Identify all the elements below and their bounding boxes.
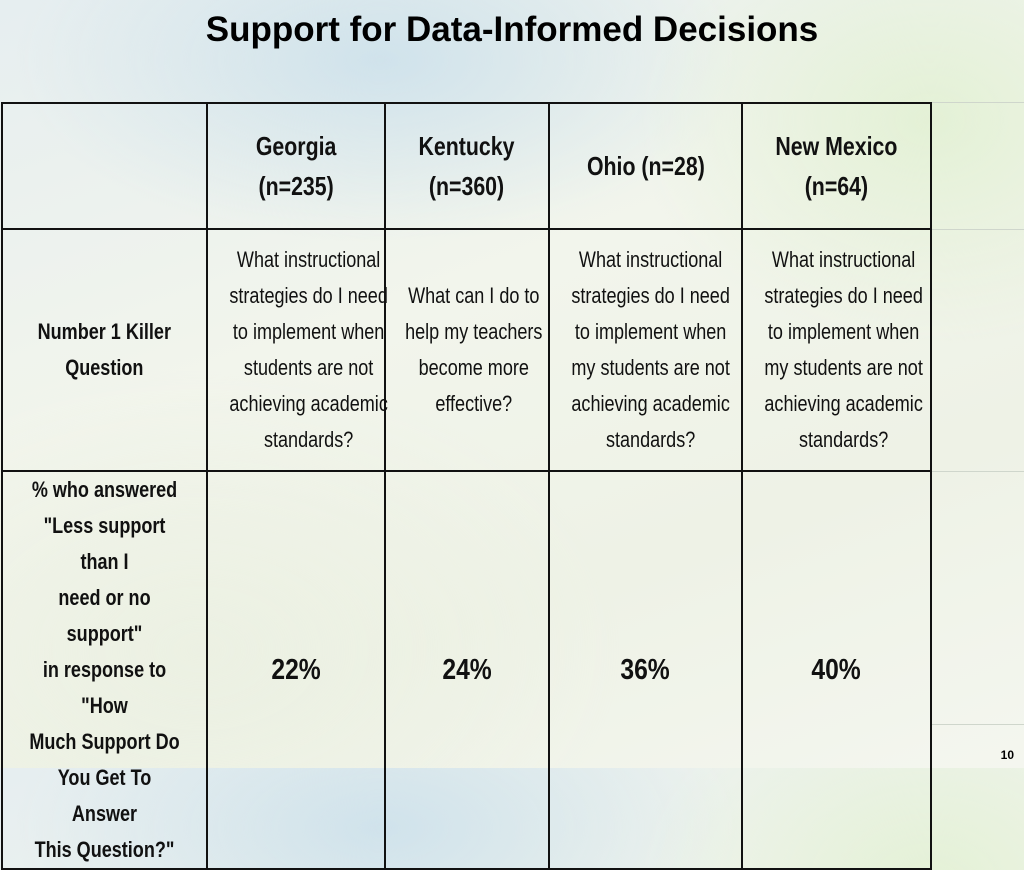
row-header-percent-less-support: % who answered "Less support than I need or no support" in response to "How Much Support Do You Get To Answer This Question?": [2, 471, 207, 869]
column-header-new-mexico: New Mexico (n=64): [742, 103, 931, 229]
page-number: 10: [1000, 748, 1014, 762]
table-row-killer-question: [2, 229, 931, 471]
comparison-table: [1, 102, 932, 870]
background-grid-extension: [930, 102, 1024, 725]
row-header-killer-question: Number 1 Killer Question: [2, 229, 207, 471]
question-cell-georgia: What instructional strategies do I need to implement when students are not achieving academic standards?: [207, 229, 385, 471]
percent-cell-new-mexico: 40%: [742, 471, 931, 869]
percent-cell-ohio: 36%: [549, 471, 742, 869]
percent-cell-kentucky: 24%: [385, 471, 549, 869]
question-cell-ohio: What instructional strategies do I need to implement when my students are not achieving academic standards?: [549, 229, 742, 471]
slide-title: Support for Data-Informed Decisions: [205, 10, 819, 49]
percent-cell-georgia: 22%: [207, 471, 385, 869]
table-header-row: [2, 103, 931, 229]
column-header-ohio: Ohio (n=28): [549, 103, 742, 229]
question-cell-new-mexico: What instructional strategies do I need to implement when my students are not achieving academic standards?: [742, 229, 931, 471]
column-header-kentucky: Kentucky (n=360): [385, 103, 549, 229]
empty-corner-cell: [2, 103, 207, 229]
column-header-georgia: Georgia (n=235): [207, 103, 385, 229]
question-cell-kentucky: What can I do to help my teachers become more effective?: [385, 229, 549, 471]
table-row-percent-less-support: [2, 471, 931, 869]
